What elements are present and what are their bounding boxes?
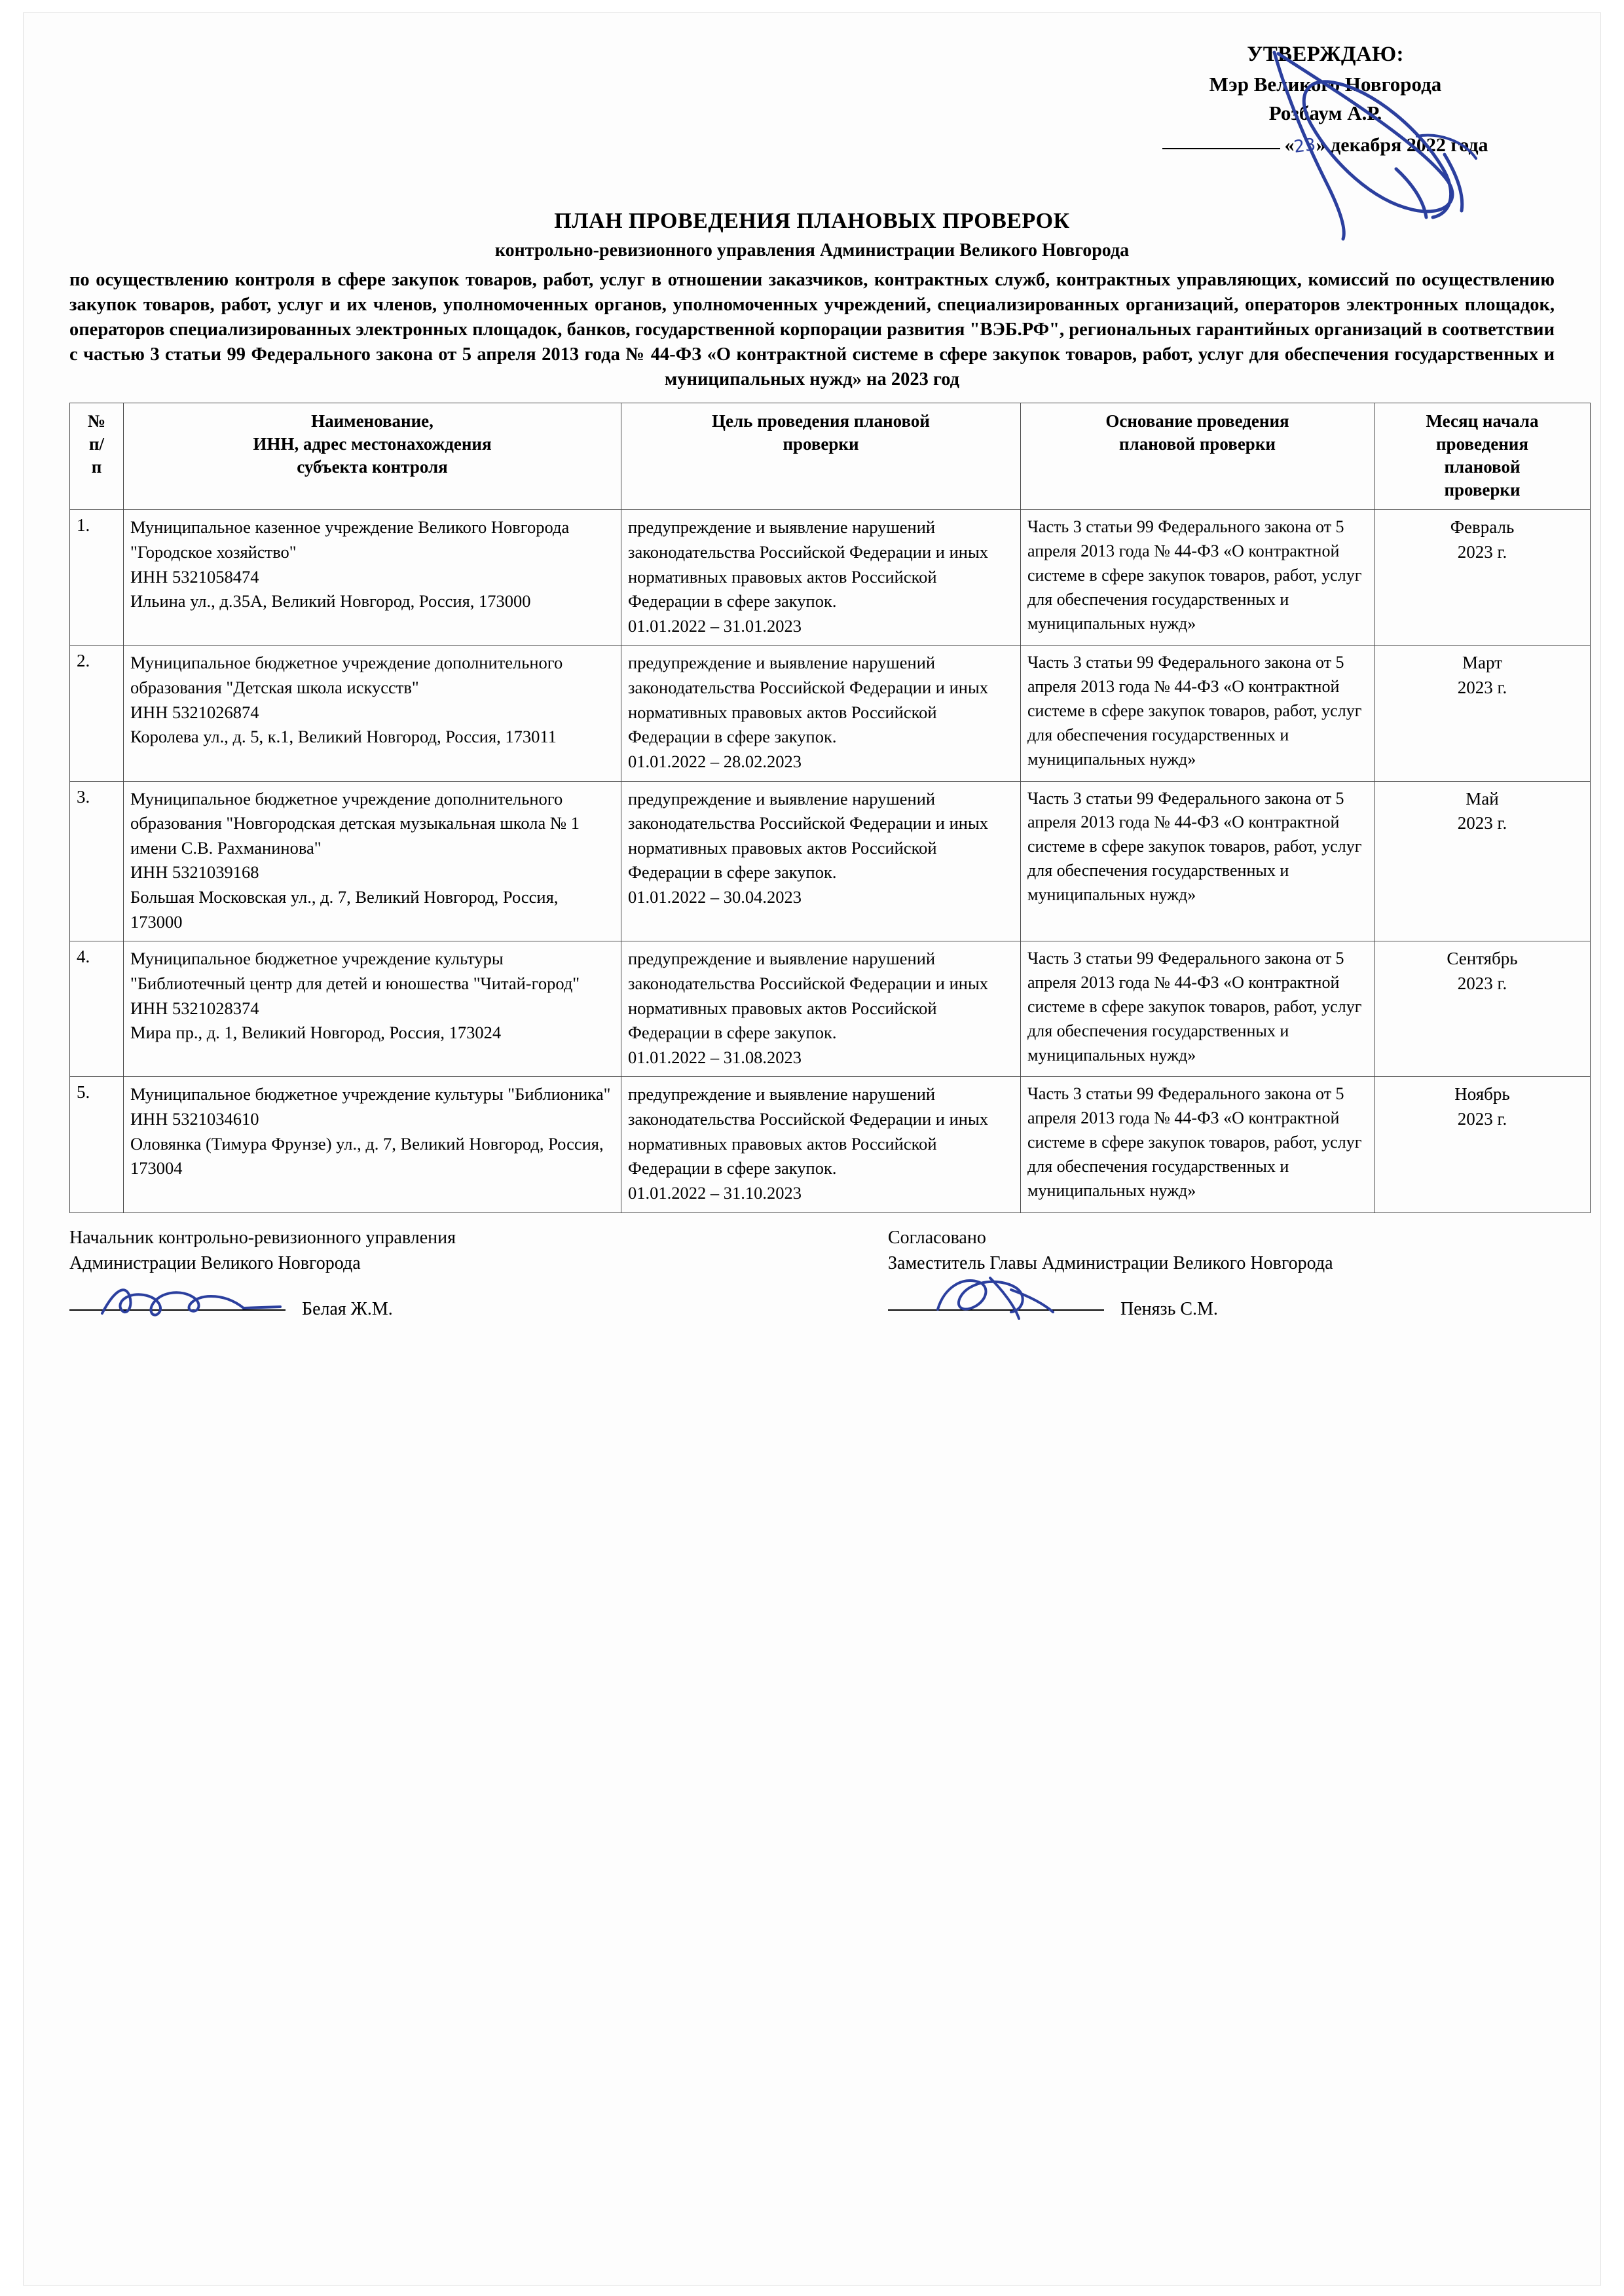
footer-right-signature-name: Пенязь С.М.: [1120, 1299, 1218, 1320]
column-header-goal-l1: Цель проведения плановой: [712, 410, 930, 431]
cell-subject: Муниципальное бюджетное учреждение культуры "Библионика" ИНН 5321034610 Оловянка (Тимура Фрунзе) ул., д. 7, Великий Новгород, Россия, 173004: [124, 1077, 621, 1212]
footer-right-signature-rule: [888, 1309, 1104, 1311]
footer-right-signature-row: [888, 1296, 1555, 1337]
column-header-month: [1375, 403, 1591, 509]
footer-right-line2: Заместитель Главы Администрации Великого Новгорода: [888, 1253, 1333, 1274]
signature-belaya-icon: [96, 1279, 292, 1325]
column-header-name-l3: субъекта контроля: [297, 457, 448, 477]
cell-month-name: Май: [1466, 788, 1499, 809]
footer-left-line2: Администрации Великого Новгорода: [69, 1253, 361, 1274]
approval-block: [1096, 39, 1555, 159]
cell-goal: [621, 941, 1021, 1077]
footer-block: [69, 1225, 1555, 1338]
approval-person: Розбаум А.Р.: [1268, 101, 1382, 124]
column-header-name-l2: ИНН, адрес местонахождения: [253, 434, 492, 454]
cell-month-year: 2023 г.: [1457, 678, 1507, 698]
cell-month-year: 2023 г.: [1457, 813, 1507, 833]
page-title: ПЛАН ПРОВЕДЕНИЯ ПЛАНОВЫХ ПРОВЕРОК: [554, 209, 1070, 234]
page-description: по осуществлению контроля в сфере закупок товаров, работ, услуг в отношении заказчиков, контрактных служб, контрактных управляющих, комиссий по осуществлению закупок товаров, работ, услуг и их членов, уполномоченных органов, уполномоченных учреждений, специализированных организаций, операторов электронных площадок, операторов специализированных электронных площадок, банков, государственной корпорации развития "ВЭБ.РФ", региональных гарантийных организаций в соответствии с частью 3 статьи 99 Федерального закона от 5 апреля 2013 года № 44-ФЗ «О контрактной системе в сфере закупок товаров, работ, услуг для обеспечения государственных и муниципальных нужд» на 2023 год: [69, 270, 1555, 390]
footer-left-signature-rule: [69, 1309, 286, 1311]
column-header-goal: [621, 403, 1021, 509]
cell-month: [1375, 781, 1591, 941]
footer-left-signature-row: [69, 1296, 888, 1337]
cell-goal: [621, 646, 1021, 781]
cell-month-name: Ноябрь: [1454, 1084, 1510, 1104]
cell-goal-text: предупреждение и выявление нарушений законодательства Российской Федерации и иных нормативных правовых актов Российской Федерации в сфере закупок.: [628, 653, 989, 747]
column-header-basis-l2: плановой проверки: [1119, 434, 1276, 454]
signature-penyaz-icon: [927, 1274, 1091, 1324]
cell-month-year: 2023 г.: [1457, 542, 1507, 562]
approval-title: УТВЕРЖДАЮ:: [1247, 43, 1404, 66]
cell-month: [1375, 1077, 1591, 1212]
column-header-goal-l2: проверки: [783, 434, 859, 454]
cell-month-year: 2023 г.: [1457, 1109, 1507, 1129]
cell-month: [1375, 941, 1591, 1077]
cell-basis: Часть 3 статьи 99 Федерального закона от 5 апреля 2013 года № 44-ФЗ «О контрактной системе в сфере закупок товаров, работ, услуг для обеспечения государственных и муниципальных нужд»: [1021, 941, 1375, 1077]
column-header-number-l3: п: [91, 457, 102, 477]
cell-month: [1375, 510, 1591, 646]
cell-goal: [621, 1077, 1021, 1212]
cell-subject: Муниципальное бюджетное учреждение культуры "Библиотечный центр для детей и юношества "Читай-город" ИНН 5321028374 Мира пр., д. 1, Великий Новгород, Россия, 173024: [124, 941, 621, 1077]
cell-goal-period: 01.01.2022 – 31.10.2023: [628, 1182, 802, 1203]
cell-subject: Муниципальное бюджетное учреждение дополнительного образования "Новгородская детская музыкальная школа № 1 имени С.В. Рахманинова" ИНН 5321039168 Большая Московская ул., д. 7, Великий Новгород, Россия, 173000: [124, 781, 621, 941]
table-row: [70, 646, 1591, 781]
footer-left: [69, 1225, 888, 1338]
approval-date-suffix: » декабря 2022 года: [1316, 134, 1488, 156]
table-row: [70, 1077, 1591, 1212]
cell-goal-text: предупреждение и выявление нарушений законодательства Российской Федерации и иных нормативных правовых актов Российской Федерации в сфере закупок.: [628, 517, 989, 611]
approval-date-prefix: «: [1284, 134, 1295, 156]
cell-number: 5.: [70, 1077, 124, 1212]
cell-month-name: Февраль: [1450, 517, 1515, 538]
cell-month-year: 2023 г.: [1457, 974, 1507, 994]
cell-subject: Муниципальное казенное учреждение Великого Новгорода "Городское хозяйство" ИНН 5321058474 Ильина ул., д.35А, Великий Новгород, Россия, 173000: [124, 510, 621, 646]
approval-position: Мэр Великого Новгорода: [1209, 72, 1442, 96]
footer-right-line1: Согласовано: [888, 1227, 986, 1248]
column-header-month-l2: проведения: [1436, 434, 1528, 454]
cell-basis: Часть 3 статьи 99 Федерального закона от 5 апреля 2013 года № 44-ФЗ «О контрактной системе в сфере закупок товаров, работ, услуг для обеспечения государственных и муниципальных нужд»: [1021, 646, 1375, 781]
column-header-number-l2: п/: [88, 434, 105, 454]
table-row: [70, 510, 1591, 646]
column-header-basis: [1021, 403, 1375, 509]
column-header-month-l4: проверки: [1444, 480, 1521, 500]
table-row: [70, 941, 1591, 1077]
footer-left-signature-name: Белая Ж.М.: [302, 1299, 393, 1320]
cell-goal: [621, 781, 1021, 941]
cell-number: 3.: [70, 781, 124, 941]
cell-number: 4.: [70, 941, 124, 1077]
cell-goal: [621, 510, 1021, 646]
column-header-month-l3: плановой: [1444, 457, 1521, 477]
cell-goal-period: 01.01.2022 – 31.01.2023: [628, 615, 802, 636]
cell-basis: Часть 3 статьи 99 Федерального закона от 5 апреля 2013 года № 44-ФЗ «О контрактной системе в сфере закупок товаров, работ, услуг для обеспечения государственных и муниципальных нужд»: [1021, 1077, 1375, 1212]
column-header-basis-l1: Основание проведения: [1105, 410, 1289, 431]
cell-goal-text: предупреждение и выявление нарушений законодательства Российской Федерации и иных нормативных правовых актов Российской Федерации в сфере закупок.: [628, 949, 989, 1043]
cell-number: 2.: [70, 646, 124, 781]
cell-basis: Часть 3 статьи 99 Федерального закона от 5 апреля 2013 года № 44-ФЗ «О контрактной системе в сфере закупок товаров, работ, услуг для обеспечения государственных и муниципальных нужд»: [1021, 781, 1375, 941]
approval-date-handwritten: 23: [1293, 134, 1318, 157]
footer-right: [888, 1225, 1555, 1338]
approval-date: [1096, 132, 1555, 160]
column-header-name-l1: Наименование,: [311, 410, 434, 431]
column-header-number-l1: №: [87, 410, 106, 431]
cell-month: [1375, 646, 1591, 781]
column-header-number: [70, 403, 124, 509]
cell-month-name: Март: [1462, 653, 1502, 673]
cell-month-name: Сентябрь: [1447, 949, 1518, 969]
column-header-name: [124, 403, 621, 509]
cell-goal-period: 01.01.2022 – 28.02.2023: [628, 751, 802, 771]
plan-table-body: [70, 510, 1591, 1212]
cell-goal-text: предупреждение и выявление нарушений законодательства Российской Федерации и иных нормативных правовых актов Российской Федерации в сфере закупок.: [628, 1084, 989, 1178]
cell-number: 1.: [70, 510, 124, 646]
cell-subject: Муниципальное бюджетное учреждение дополнительного образования "Детская школа искусств" ИНН 5321026874 Королева ул., д. 5, к.1, Великий Новгород, Россия, 173011: [124, 646, 621, 781]
column-header-month-l1: Месяц начала: [1426, 410, 1539, 431]
cell-goal-period: 01.01.2022 – 30.04.2023: [628, 887, 802, 907]
table-header-row: [70, 403, 1591, 509]
approval-date-rule: [1162, 148, 1280, 149]
footer-left-line1: Начальник контрольно-ревизионного управления: [69, 1227, 456, 1248]
cell-goal-text: предупреждение и выявление нарушений законодательства Российской Федерации и иных нормативных правовых актов Российской Федерации в сфере закупок.: [628, 788, 989, 883]
table-row: [70, 781, 1591, 941]
plan-table: [69, 403, 1591, 1213]
cell-goal-period: 01.01.2022 – 31.08.2023: [628, 1047, 802, 1067]
document-sheet: [24, 13, 1600, 2285]
cell-basis: Часть 3 статьи 99 Федерального закона от 5 апреля 2013 года № 44-ФЗ «О контрактной системе в сфере закупок товаров, работ, услуг для обеспечения государственных и муниципальных нужд»: [1021, 510, 1375, 646]
page-subtitle: контрольно-ревизионного управления Администрации Великого Новгорода: [494, 240, 1130, 261]
